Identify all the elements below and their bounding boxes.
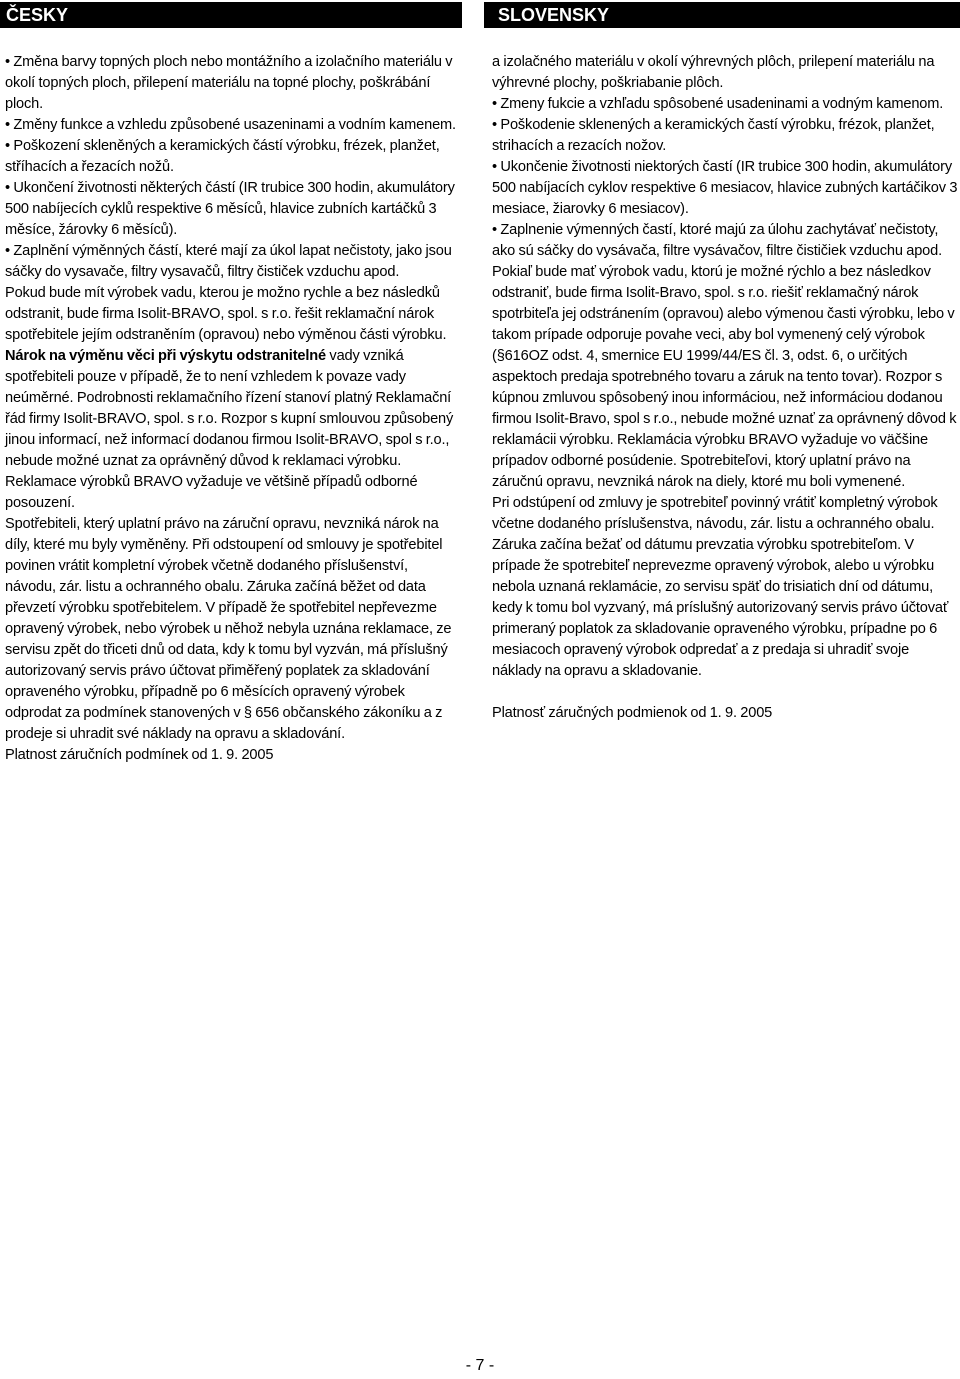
czech-section-header: ČESKY (0, 2, 462, 28)
slovak-bullet-glass-damage: • Poškodenie sklenených a keramických častí výrobku, frézok, planžet, strihacích a rezacích nožov. (492, 117, 935, 154)
czech-bullet-filters-full: • Zaplnění výměnných částí, které mají za úkol lapat nečistoty, jako jsou sáčky do vysavače, filtry vysavačů, filtry čističek vzduchu apod. (5, 243, 452, 280)
slovak-paragraph-warranty-terms: Pri odstúpení od zmluvy je spotrebiteľ povinný vrátiť kompletný výrobok včetne dodaného príslušenstva, návodu, zár. listu a ochranného obalu. Záruka začína bežať od dátumu prevzatia výrobku spotrebiteľom. V prípade že spotrebiteľ neprevezme opravený výrobok, alebo u výrobku nebola uznaná reklamácie, zo servisu späť do trisiatich dní od dátumu, kedy k tomu bol vyzvaný, má príslušný autorizovaný servis právo účtovať primeraný poplatok za skladovanie opraveného výrobku, prípadne po 6 mesiacoch opravený výrobok odpredať a z predaja si uhradiť svoje náklady na opravu a skladovanie. (492, 495, 949, 679)
slovak-spacer (492, 682, 960, 703)
czech-bullet-lifetime-end: • Ukončení životnosti některých částí (IR trubice 300 hodin, akumulátory 500 nabíjecích cyklů respektive 6 měsíců, hlavice zubních kartáčků 3 měsíce, žárovky 6 měsíců). (5, 180, 455, 238)
slovak-bullet-function-change: • Zmeny fukcie a vzhľadu spôsobené usadeninami a vodným kamenom. (492, 96, 944, 112)
czech-paragraph-defect-repair: Pokud bude mít výrobek vadu, kterou je možno rychle a bez následků odstranit, bude firma Isolit-BRAVO, spol. s r.o. řešit reklamační nárok spotřebitele jejím odstraněním (opravou) nebo výměnou části výrobku. Nárok na výměnu věci při výskytu odstranitelné vady vzniká spotřebiteli pouze v případě, že to není vzhledem k povaze vady neúměrné. Podrobnosti reklamačního řízení stanoví platný Reklamační řád firmy Isolit-BRAVO, spol. s r.o. Rozpor s kupní smlouvou způsobený jinou informací, než informací dodanou firmou Isolit-BRAVO, spol s r.o., nebude možné uznat za oprávněný důvod k reklamaci výrobku. Reklamace výrobků BRAVO vyžaduje ve většině případů odborné posouzení. (5, 285, 454, 511)
czech-bullet-glass-damage: • Poškození skleněných a keramických částí výrobku, frézek, planžet, stříhacích a řezacích nožů. (5, 138, 440, 175)
czech-column (0, 0, 462, 766)
czech-bullet-function-change: • Změny funkce a vzhledu způsobené usazeninami a vodním kamenem. (5, 117, 456, 133)
page-number: - 7 - (465, 1357, 495, 1374)
slovak-column (484, 0, 960, 724)
czech-body-text (0, 52, 462, 766)
czech-bullet-color-change: • Změna barvy topných ploch nebo montážního a izolačního materiálu v okolí topných ploch, přilepení materiálu na topné plochy, poškrábání ploch. (5, 54, 453, 112)
slovak-section-header: SLOVENSKY (484, 2, 960, 28)
slovak-paragraph-filters-and-claims: • Zaplnenie výmenných častí, ktoré majú za úlohu zachytávať nečistoty, ako sú sáčky do vysávača, filtre vysávačov, filtre čističiek vzduchu apod. Pokiaľ bude mať výrobok vadu, ktorú je možné rýchlo a bez následkov odstraniť, bude firma Isolit-Bravo, spol. s r.o. riešiť reklamačný nárok spotrbiteľa jej odstránením (opravou) alebo výmenou časti výrobku, lebo v takom prípade odporuje povahe veci, aby bol vymenený celý výrobok (§616OZ odst. 4, smernice EU 1999/44/ES čl. 3, odst. 6, o určitých aspektoch predaja spotrebného tovaru a záruk na tento tovar). Rozpor s kúpnou zmluvou spôsobený inou informáciou, než informáciou dodanou firmou Isolit-Bravo, spol s r.o., nebude možné uznať za oprávnený dôvod k reklamácii výrobku. Reklamácia výrobku BRAVO vyžaduje vo väčšine prípadov odborné posúdenie. Spotrebiteľovi, ktorý uplatní právo na záručnú opravu, nevzniká nárok na diely, ktoré mu boli vymenené. (492, 222, 957, 490)
slovak-bullet-lifetime-end: • Ukončenie životnosti niektorých častí (IR trubice 300 hodin, akumulátory 500 nabíjacích cyklov respektive 6 mesiacov, hlavice zubných kartáčikov 3 mesiace, žiarovky 6 mesiacov). (492, 159, 958, 217)
czech-paragraph-warranty-terms: Spotřebiteli, který uplatní právo na záruční opravu, nevzniká nárok na díly, které mu byly vyměněny. Při odstoupení od smlouvy je spotřebitel povinen vrátit kompletní výrobek včetně dodaného příslušenství, návodu, zár. listu a ochranného obalu. Záruka začíná běžet od data převzetí výrobku spotřebitelem. V případě že spotřebitel nepřevezme opravený výrobek, nebo výrobek u něhož nebyla uznána reklamace, ze servisu zpět do třiceti dnů od data, kdy k tomu byl vyzván, má příslušný autorizovaný servis právo účtovat přiměřený poplatek za skladování opraveného výrobku, případně po 6 měsících opravený výrobek odprodat za podmínek stanovených v § 656 občanského zákoníku a z prodeje si uhradit své náklady na opravu a skladování. (5, 516, 452, 742)
czech-bold-replacement-claim: Nárok na výměnu věci při výskytu odstranitelné (5, 348, 327, 364)
slovak-text-continuation: a izolačného materiálu v okolí výhrevných plôch, prilepení materiálu na výhrevné plochy, poškriabanie plôch. (492, 54, 935, 91)
czech-validity-date: Platnost záručních podmínek od 1. 9. 2005 (5, 747, 274, 763)
slovak-validity-date: Platnosť záručných podmienok od 1. 9. 2005 (492, 705, 773, 721)
slovak-body-text (484, 52, 960, 724)
